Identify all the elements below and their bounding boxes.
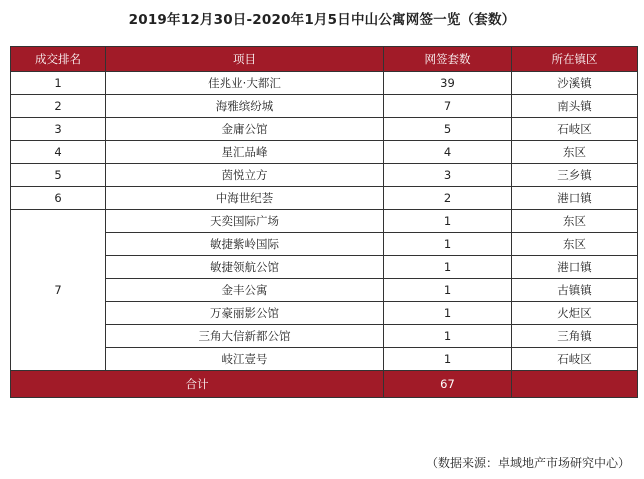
project-cell: 佳兆业·大都汇 [106,72,384,95]
table-row [11,118,638,141]
header-units: 网签套数 [384,47,512,72]
units-cell: 1 [384,210,512,233]
units-cell: 1 [384,348,512,371]
units-cell: 1 [384,279,512,302]
header-district: 所在镇区 [512,47,638,72]
units-cell: 1 [384,325,512,348]
sales-table [10,46,638,398]
district-cell: 三乡镇 [512,164,638,187]
header-rank: 成交排名 [11,47,106,72]
rank-cell: 4 [11,141,106,164]
table-row [11,164,638,187]
units-cell: 5 [384,118,512,141]
table-row [11,187,638,210]
units-cell: 4 [384,141,512,164]
project-cell: 金丰公寓 [106,279,384,302]
data-source-note: （数据来源：卓域地产市场研究中心） [425,456,630,470]
district-cell: 港口镇 [512,256,638,279]
rank-cell: 6 [11,187,106,210]
project-cell: 茵悦立方 [106,164,384,187]
project-cell: 万豪丽影公馆 [106,302,384,325]
rank-cell: 3 [11,118,106,141]
project-cell: 天奕国际广场 [106,210,384,233]
district-cell: 东区 [512,210,638,233]
district-cell: 南头镇 [512,95,638,118]
project-cell: 星汇品峰 [106,141,384,164]
header-project: 项目 [106,47,384,72]
total-empty-cell [512,371,638,398]
rank-cell: 7 [11,210,106,371]
table-row [11,279,638,302]
district-cell: 三角镇 [512,325,638,348]
project-cell: 敏捷领航公馆 [106,256,384,279]
table-row [11,325,638,348]
table-row [11,141,638,164]
total-row [11,371,638,398]
district-cell: 沙溪镇 [512,72,638,95]
total-units: 67 [384,371,512,398]
units-cell: 2 [384,187,512,210]
table-row [11,72,638,95]
district-cell: 火炬区 [512,302,638,325]
district-cell: 古镇镇 [512,279,638,302]
table-row [11,302,638,325]
project-cell: 敏捷紫岭国际 [106,233,384,256]
units-cell: 1 [384,302,512,325]
table-row [11,95,638,118]
table-header-row [11,47,638,72]
units-cell: 1 [384,256,512,279]
units-cell: 1 [384,233,512,256]
district-cell: 石岐区 [512,118,638,141]
rank-cell: 5 [11,164,106,187]
table-row [11,256,638,279]
district-cell: 石岐区 [512,348,638,371]
rank-cell: 2 [11,95,106,118]
district-cell: 港口镇 [512,187,638,210]
rank-cell: 1 [11,72,106,95]
project-cell: 海雅缤纷城 [106,95,384,118]
project-cell: 中海世纪荟 [106,187,384,210]
project-cell: 金庸公馆 [106,118,384,141]
project-cell: 三角大信新都公馆 [106,325,384,348]
units-cell: 3 [384,164,512,187]
units-cell: 7 [384,95,512,118]
page-title: 2019年12月30日-2020年1月5日中山公寓网签一览（套数） [128,12,516,28]
district-cell: 东区 [512,233,638,256]
units-cell: 39 [384,72,512,95]
total-label: 合计 [11,371,384,398]
district-cell: 东区 [512,141,638,164]
table-row [11,233,638,256]
table-row [11,348,638,371]
project-cell: 岐江壹号 [106,348,384,371]
table-row [11,210,638,233]
